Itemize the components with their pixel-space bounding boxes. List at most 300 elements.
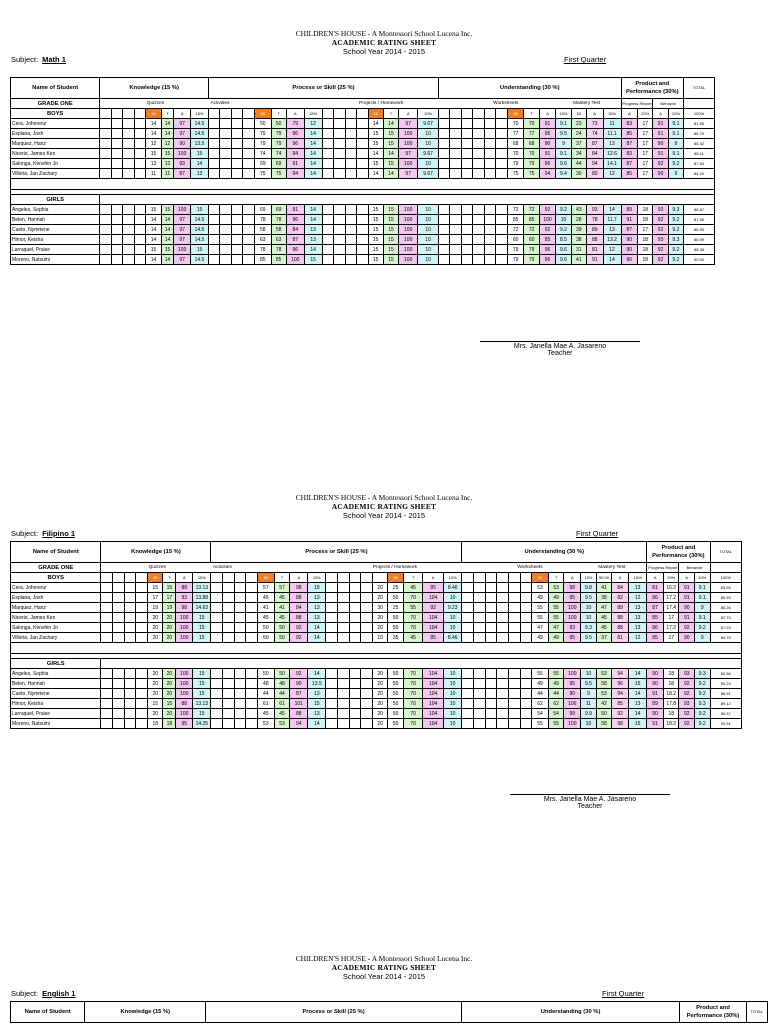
activity-average: 92 xyxy=(290,623,308,633)
behavior-weighted: 9.3 xyxy=(694,669,710,679)
project-weighted: 10 xyxy=(443,593,461,603)
project-score: 15 xyxy=(383,139,398,149)
behavior-weighted: 9.2 xyxy=(668,255,683,265)
progress-report-label: Progress Report xyxy=(647,563,679,573)
worksheet-average: 91 xyxy=(539,119,556,129)
activity-average: 94 xyxy=(290,719,308,729)
project-weighted: 10 xyxy=(443,623,461,633)
quiz-score: 20 xyxy=(163,623,176,633)
activity-weighted: 14 xyxy=(304,159,322,169)
worksheet-average: 100 xyxy=(564,719,581,729)
quiz-average: 100 xyxy=(176,689,193,699)
quiz-weighted: 14.5 xyxy=(190,235,208,245)
quiz-weighted: 15 xyxy=(193,709,211,719)
worksheets-label: Worksheets xyxy=(462,563,596,573)
behavior-average: 92 xyxy=(679,623,695,633)
project-total: 15 xyxy=(368,225,383,235)
behavior-average: 90 xyxy=(679,633,695,643)
worksheet-average: 95 xyxy=(539,129,556,139)
activity-weighted: 15 xyxy=(304,255,322,265)
worksheet-total: 68 xyxy=(507,139,524,149)
mastery-score: 38 xyxy=(571,235,586,245)
activity-weighted: 14 xyxy=(304,169,322,179)
project-average: 104 xyxy=(423,689,444,699)
progress-weighted: 17 xyxy=(638,129,653,139)
worksheet-max: 55 xyxy=(532,573,549,583)
progress-average: 83 xyxy=(621,119,638,129)
project-2: 50 xyxy=(388,709,404,719)
mastery-average: 82 xyxy=(612,593,629,603)
quarter-label: First Quarter xyxy=(564,55,607,64)
worksheet-weighted: 10 xyxy=(581,603,597,613)
a-label: A xyxy=(539,109,556,119)
behavior-label: Behavior xyxy=(679,563,710,573)
student-name: Cueto, Nymriene xyxy=(11,689,101,699)
mastery-weighted: 13 xyxy=(629,603,647,613)
quiz-score: 14 xyxy=(161,235,174,245)
col-understanding-header: Understanding (30 %) xyxy=(438,78,621,99)
progress-average: 85 xyxy=(621,129,638,139)
activity-weighted: 14 xyxy=(304,149,322,159)
t-label: T xyxy=(271,109,286,119)
quiz-total: 20 xyxy=(147,689,163,699)
pct-label: 15% xyxy=(603,109,621,119)
worksheet-average: 95 xyxy=(564,679,581,689)
worksheet-average: 98 xyxy=(564,583,581,593)
project-score: 15 xyxy=(383,225,398,235)
total-unit: 100% xyxy=(710,573,741,583)
activity-weighted: 14 xyxy=(308,633,326,643)
quiz-average: 97 xyxy=(174,225,191,235)
teacher-name: Mrs. Janella Mae A. Jasareno xyxy=(480,341,640,350)
student-total: 87.73 xyxy=(710,613,741,623)
behavior-weighted: 9.1 xyxy=(668,149,683,159)
behavior-weighted: 9.1 xyxy=(694,613,710,623)
activity-total: 48 xyxy=(257,679,274,689)
activity-total: 58 xyxy=(254,225,271,235)
worksheet-weighted: 10 xyxy=(556,215,571,225)
quiz-score: 15 xyxy=(161,149,174,159)
worksheet-score: 47 xyxy=(548,623,564,633)
mastery-average: 88 xyxy=(586,235,603,245)
a-label: A xyxy=(621,109,638,119)
quiz-weighted: 15 xyxy=(190,245,208,255)
project-total: 15 xyxy=(368,139,383,149)
project-weighted: 9.67 xyxy=(418,149,439,159)
activity-average: 98 xyxy=(290,583,308,593)
student-name: Angeles, Sophia xyxy=(11,205,100,215)
student-name: Belen, Hannah xyxy=(11,215,100,225)
quiz-total: 20 xyxy=(147,669,163,679)
behavior-average: 91 xyxy=(679,583,695,593)
project-2: 25 xyxy=(388,583,404,593)
activity-weighted: 13 xyxy=(308,603,326,613)
student-total: 90.00 xyxy=(684,255,715,265)
col-name-header: Name of Student xyxy=(11,542,101,563)
quiz-total: 20 xyxy=(147,709,163,719)
mastery-weighted: 13 xyxy=(603,139,621,149)
project-1: 20 xyxy=(372,719,388,729)
student-total: 88.91 xyxy=(710,689,741,699)
activity-score: 79 xyxy=(271,129,286,139)
project-average: 97 xyxy=(399,169,418,179)
mastery-average: 91 xyxy=(586,255,603,265)
col-process-header: Process or Skill (25 %) xyxy=(211,542,462,563)
total-unit: 100% xyxy=(684,109,715,119)
activity-average: 96 xyxy=(286,139,304,149)
quiz-weighted: 13.13 xyxy=(193,699,211,709)
behavior-weighted: 9.2 xyxy=(694,623,710,633)
project-1: 30 xyxy=(372,603,388,613)
worksheet-average: 100 xyxy=(564,669,581,679)
worksheet-total: 75 xyxy=(507,169,524,179)
quiz-score: 18 xyxy=(163,719,176,729)
progress-weighted: 17.4 xyxy=(663,603,679,613)
col-total-header: TOTAL xyxy=(746,1002,767,1023)
project-weighted: 9.23 xyxy=(443,603,461,613)
progress-average: 85 xyxy=(647,613,664,623)
quiz-score: 20 xyxy=(163,633,176,643)
girls-label: GIRLS xyxy=(11,195,100,205)
student-name: Villoria, Jan Zachary xyxy=(11,169,100,179)
activity-weighted: 13 xyxy=(304,235,322,245)
projects-label: Projects / Homework xyxy=(326,563,462,573)
mastery-score: 58 xyxy=(596,679,612,689)
student-total: 88.38 xyxy=(684,245,715,255)
student-name: Cera, Johnrenz xyxy=(11,583,101,593)
project-score: 70 xyxy=(403,593,422,603)
activity-weighted: 14 xyxy=(304,139,322,149)
progress-weighted: 17 xyxy=(638,169,653,179)
quiz-weighted: 15 xyxy=(193,633,211,643)
progress-average: 85 xyxy=(647,633,664,643)
quiz-total: 20 xyxy=(147,633,163,643)
quiz-score: 17 xyxy=(163,593,176,603)
project-total: 15 xyxy=(368,159,383,169)
activity-total: 69 xyxy=(254,159,271,169)
behavior-weighted: 9 xyxy=(694,633,710,643)
mastery-average: 94 xyxy=(612,689,629,699)
worksheet-weighted: 9.5 xyxy=(556,129,571,139)
project-score: 45 xyxy=(403,583,422,593)
project-1: 20 xyxy=(372,669,388,679)
mastery-weighted: 13 xyxy=(629,583,647,593)
t-label: T xyxy=(403,573,422,583)
project-score: 14 xyxy=(383,169,398,179)
project-1: 20 xyxy=(372,583,388,593)
worksheet-total: 60 xyxy=(507,235,524,245)
progress-average: 91 xyxy=(647,689,664,699)
project-2: 50 xyxy=(388,689,404,699)
worksheet-total: 49 xyxy=(532,679,549,689)
project-average: 104 xyxy=(423,719,444,729)
worksheets-label: Worksheets xyxy=(438,99,571,109)
behavior-average: 90 xyxy=(679,603,695,613)
project-2: 50 xyxy=(388,679,404,689)
activity-weighted: 14 xyxy=(304,215,322,225)
a-label: A xyxy=(423,573,444,583)
student-name: Belen, Hannah xyxy=(11,679,101,689)
project-score: 15 xyxy=(383,129,398,139)
project-weighted: 10 xyxy=(443,709,461,719)
mastery-average: 94 xyxy=(586,159,603,169)
project-average: 100 xyxy=(399,245,418,255)
quiz-total: 14 xyxy=(146,225,161,235)
worksheet-weighted: 10 xyxy=(581,669,597,679)
pct-label: 10% xyxy=(694,573,710,583)
activity-total: 44 xyxy=(257,689,274,699)
mastery-label: Mastery Test xyxy=(571,99,621,109)
behavior-weighted: 9 xyxy=(668,139,683,149)
worksheet-average: 106 xyxy=(564,699,581,709)
worksheet-average: 90 xyxy=(564,689,581,699)
project-average: 104 xyxy=(423,669,444,679)
project-weighted: 10 xyxy=(443,719,461,729)
mastery-score: 24 xyxy=(571,129,586,139)
progress-weighted: 17 xyxy=(638,119,653,129)
project-score: 70 xyxy=(403,669,422,679)
activity-weighted: 14 xyxy=(308,719,326,729)
student-total: 84.79 xyxy=(710,633,741,643)
project-average: 100 xyxy=(399,139,418,149)
behavior-average: 90 xyxy=(653,169,668,179)
quizzes-label: Quizzes xyxy=(101,563,211,573)
project-average: 104 xyxy=(423,623,444,633)
project-weighted: 10 xyxy=(418,245,439,255)
worksheet-average: 96 xyxy=(539,245,556,255)
worksheet-weighted: 9.2 xyxy=(556,225,571,235)
activity-weighted: 14 xyxy=(304,245,322,255)
quiz-total: 20 xyxy=(147,613,163,623)
progress-average: 89 xyxy=(647,699,664,709)
worksheet-average: 100 xyxy=(539,215,556,225)
pct-label: 10% xyxy=(443,573,461,583)
mastery-score: 53 xyxy=(596,669,612,679)
mastery-average: 73 xyxy=(586,119,603,129)
quiz-total: 15 xyxy=(146,149,161,159)
quiz-weighted: 14 xyxy=(190,159,208,169)
pct-label: 15% xyxy=(308,573,326,583)
worksheet-weighted: 11 xyxy=(581,699,597,709)
student-name: Salonga, Kenshin Jo xyxy=(11,623,101,633)
behavior-weighted: 9.2 xyxy=(694,689,710,699)
worksheet-score: 55 xyxy=(548,669,564,679)
quiz-average: 100 xyxy=(176,709,193,719)
col-name-header: Name of Student xyxy=(11,1002,85,1023)
student-name: Marquez, Hanz xyxy=(11,139,100,149)
project-weighted: 10 xyxy=(418,129,439,139)
project-average: 100 xyxy=(399,159,418,169)
activity-score: 50 xyxy=(274,623,290,633)
worksheet-weighted: 9.3 xyxy=(581,623,597,633)
worksheet-total: 53 xyxy=(532,583,549,593)
quiz-weighted: 14.5 xyxy=(190,255,208,265)
progress-weighted: 18 xyxy=(663,669,679,679)
mastery-average: 98 xyxy=(612,719,629,729)
behavior-weighted: 9 xyxy=(668,169,683,179)
pct-label: 15% xyxy=(581,573,597,583)
worksheet-average: 100 xyxy=(564,613,581,623)
worksheet-total: 70 xyxy=(507,119,524,129)
student-total: 90.56 xyxy=(710,669,741,679)
project-average: 100 xyxy=(399,255,418,265)
mastery-score: 39 xyxy=(571,225,586,235)
col-process-header: Process or Skill (25 %) xyxy=(208,78,438,99)
activity-average: 94 xyxy=(286,169,304,179)
behavior-average: 91 xyxy=(653,119,668,129)
project-1: 20 xyxy=(372,593,388,603)
student-total: 86.59 xyxy=(684,235,715,245)
project-total: 15 xyxy=(368,255,383,265)
project-average: 92 xyxy=(423,603,444,613)
quiz-score: 12 xyxy=(161,139,174,149)
mastery-average: 89 xyxy=(612,603,629,613)
worksheet-score: 54 xyxy=(548,709,564,719)
behavior-average: 92 xyxy=(653,215,668,225)
project-weighted: 10 xyxy=(418,225,439,235)
quiz-score: 20 xyxy=(163,669,176,679)
pct-label: 15% xyxy=(193,573,211,583)
activity-score: 53 xyxy=(274,719,290,729)
student-total: 88.87 xyxy=(684,205,715,215)
project-score: 14 xyxy=(383,119,398,129)
mastery-weighted: 14 xyxy=(629,669,647,679)
behavior-weighted: 9.2 xyxy=(668,215,683,225)
project-1: 20 xyxy=(372,689,388,699)
mastery-average: 84 xyxy=(586,149,603,159)
quiz-average: 100 xyxy=(174,245,191,255)
mastery-weighted: 12 xyxy=(603,245,621,255)
project-weighted: 10 xyxy=(418,255,439,265)
quiz-average: 100 xyxy=(176,679,193,689)
a-label: A xyxy=(564,573,581,583)
worksheet-score: 79 xyxy=(524,255,539,265)
worksheet-total: 55 xyxy=(532,603,549,613)
quiz-score: 15 xyxy=(161,205,174,215)
worksheet-score: 72 xyxy=(524,205,539,215)
quiz-score: 14 xyxy=(161,225,174,235)
worksheet-weighted: 10 xyxy=(581,719,597,729)
progress-average: 90 xyxy=(621,235,638,245)
quiz-score: 15 xyxy=(161,245,174,255)
mastery-weighted: 12.6 xyxy=(603,149,621,159)
progress-average: 90 xyxy=(647,679,664,689)
progress-weighted: 18.2 xyxy=(663,719,679,729)
teacher-role: Teacher xyxy=(547,350,573,357)
a-label: A xyxy=(174,109,191,119)
progress-average: 90 xyxy=(621,245,638,255)
student-name: Moreno, Natsumi xyxy=(11,719,101,729)
student-name: Marquez, Hanz xyxy=(11,603,101,613)
mastery-score: 37 xyxy=(571,139,586,149)
col-knowledge-header: Knowledge (15 %) xyxy=(85,1002,206,1023)
quiz-average: 97 xyxy=(174,235,191,245)
quiz-average: 100 xyxy=(176,633,193,643)
progress-average: 85 xyxy=(621,169,638,179)
behavior-average: 93 xyxy=(653,205,668,215)
activity-average: 79 xyxy=(286,119,304,129)
boys-label: BOYS xyxy=(11,573,101,583)
activity-total: 50 xyxy=(257,623,274,633)
subject-label: Subject: xyxy=(11,989,39,998)
progress-weighted: 18 xyxy=(638,255,653,265)
activity-total: 78 xyxy=(254,245,271,255)
progress-average: 86 xyxy=(647,593,664,603)
mastery-average: 89 xyxy=(586,225,603,235)
col-product-header: Product and Performance (30%) xyxy=(621,78,684,99)
activity-average: 96 xyxy=(286,129,304,139)
worksheet-total: 62 xyxy=(532,699,549,709)
project-weighted: 10 xyxy=(418,205,439,215)
quiz-average: 100 xyxy=(174,149,191,159)
t-label: T xyxy=(548,573,564,583)
behavior-average: 91 xyxy=(679,613,695,623)
girls-label: GIRLS xyxy=(11,659,101,669)
project-weighted: 10 xyxy=(418,215,439,225)
project-score: 70 xyxy=(403,679,422,689)
a-label: A xyxy=(399,109,418,119)
mastery-score: 44 xyxy=(571,159,586,169)
project-total: 15 xyxy=(368,245,383,255)
quiz-max: 15 xyxy=(146,109,161,119)
project-average: 85 xyxy=(423,583,444,593)
a-label: A xyxy=(612,573,629,583)
pct-label: 20% xyxy=(638,109,653,119)
activity-total: 45 xyxy=(257,593,274,603)
activity-score: 61 xyxy=(274,699,290,709)
project-average: 97 xyxy=(399,149,418,159)
mastery-weighted: 11 xyxy=(603,119,621,129)
activity-score: 85 xyxy=(271,255,286,265)
student-name: Larraquel, Praise xyxy=(11,709,101,719)
subject-line xyxy=(11,989,75,998)
quiz-average: 95 xyxy=(176,719,193,729)
activity-score: 50 xyxy=(271,119,286,129)
quiz-average: 97 xyxy=(174,129,191,139)
project-1: 20 xyxy=(372,709,388,719)
project-2: 25 xyxy=(388,603,404,613)
student-total: 85.70 xyxy=(684,129,715,139)
progress-weighted: 16.2 xyxy=(663,583,679,593)
activity-weighted: 14 xyxy=(304,205,322,215)
student-total: 86.42 xyxy=(684,139,715,149)
behavior-average: 92 xyxy=(679,689,695,699)
worksheet-average: 92 xyxy=(539,205,556,215)
worksheet-average: 100 xyxy=(564,603,581,613)
activity-total: 57 xyxy=(257,583,274,593)
progress-weighted: 18 xyxy=(663,679,679,689)
behavior-average: 90 xyxy=(653,139,668,149)
worksheet-score: 62 xyxy=(548,699,564,709)
progress-average: 89 xyxy=(621,205,638,215)
behavior-weighted: 9.2 xyxy=(668,245,683,255)
project-average: 97 xyxy=(399,119,418,129)
worksheet-average: 92 xyxy=(539,225,556,235)
quiz-total: 15 xyxy=(147,583,163,593)
quiz-total: 11 xyxy=(146,169,161,179)
quiz-total: 14 xyxy=(146,129,161,139)
mastery-average: 96 xyxy=(612,679,629,689)
quiz-average: 100 xyxy=(176,613,193,623)
behavior-average: 92 xyxy=(653,159,668,169)
sheet-title: ACADEMIC RATING SHEET xyxy=(331,38,437,47)
project-total: 15 xyxy=(368,215,383,225)
quiz-score: 19 xyxy=(163,603,176,613)
quiz-average: 98 xyxy=(176,603,193,613)
worksheet-score: 75 xyxy=(524,169,539,179)
project-weighted: 10 xyxy=(443,699,461,709)
t-label: T xyxy=(161,109,174,119)
